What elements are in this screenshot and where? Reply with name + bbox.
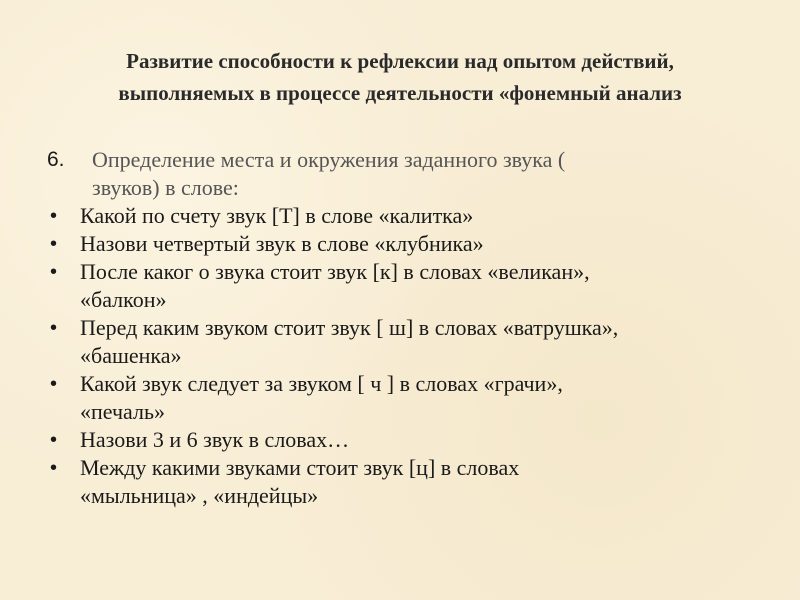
bullet-icon: •: [50, 205, 58, 227]
list-item-text: [80, 426, 800, 454]
title-line-2: выполняемых в процессе деятельности «фонемный анализ: [118, 81, 682, 105]
bullet-icon: •: [50, 373, 58, 395]
numbered-item-line-2: звуков) в слове:: [92, 175, 239, 200]
bullet-icon: •: [50, 429, 58, 451]
list-item-line: «балкон»: [80, 287, 167, 312]
list-item-text: [80, 314, 800, 370]
numbered-item-line-1: Определение места и окружения заданного звука (: [92, 147, 566, 172]
list-item-line: Между какими звуками стоит звук [ц] в словах: [80, 455, 520, 480]
bullet-icon: •: [50, 317, 58, 339]
list-item: [0, 426, 800, 454]
list-item: [0, 370, 800, 426]
list-item-line: «мыльница» , «индейцы»: [80, 483, 319, 508]
list-item-text: [80, 202, 800, 230]
list-item: [0, 454, 800, 510]
slide-content: [0, 146, 800, 510]
numbered-item-text: [92, 146, 772, 202]
bullet-icon: •: [50, 457, 58, 479]
numbered-item: [0, 146, 800, 202]
list-item-text: [80, 454, 800, 510]
list-item-line: Какой звук следует за звуком [ ч ] в словах «грачи»,: [80, 371, 563, 396]
list-item-line: Назови 3 и 6 звук в словах…: [80, 427, 350, 452]
title-line-1: Развитие способности к рефлексии над опытом действий,: [126, 49, 674, 73]
list-item-text: [80, 258, 800, 314]
item-number: 6.: [47, 148, 65, 171]
list-item-line: После каког о звука стоит звук [к] в словах «великан»,: [80, 259, 590, 284]
list-item: [0, 202, 800, 230]
bullet-icon: •: [50, 233, 58, 255]
bullet-icon: •: [50, 261, 58, 283]
list-item: [0, 230, 800, 258]
list-item-line: «башенка»: [80, 343, 182, 368]
list-item-text: [80, 370, 800, 426]
bullet-list: [0, 202, 800, 510]
list-item-line: «печаль»: [80, 399, 166, 424]
list-item-line: Назови четвертый звук в слове «клубника»: [80, 231, 484, 256]
list-item-text: [80, 230, 800, 258]
list-item-line: Перед каким звуком стоит звук [ ш] в словах «ватрушка»,: [80, 315, 619, 340]
list-item: [0, 314, 800, 370]
list-item-line: Какой по счету звук [Т] в слове «калитка»: [80, 203, 474, 228]
list-item: [0, 258, 800, 314]
slide-title: [0, 45, 800, 109]
